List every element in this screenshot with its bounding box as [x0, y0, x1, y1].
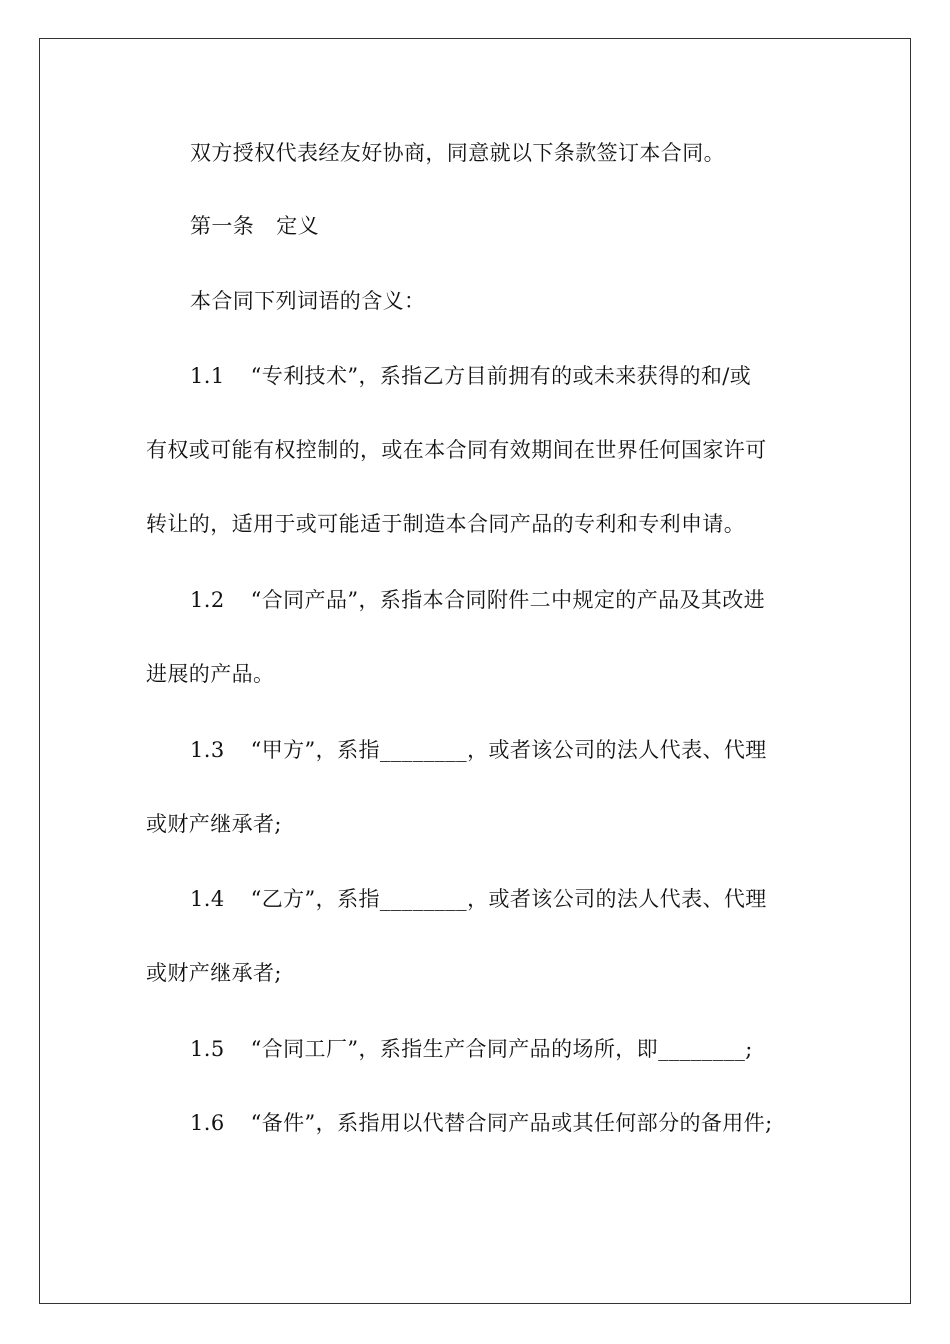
clause-text: “合同工厂”，系指生产合同产品的场所，即________; [250, 1037, 753, 1061]
clause-1-3-line-1 [190, 735, 767, 765]
clause-number: 1.4 [190, 887, 225, 911]
clause-1-3-line-2: 或财产继承者; [146, 812, 282, 836]
clause-text: “专利技术”，系指乙方目前拥有的或未来获得的和/或 [250, 364, 752, 388]
clause-1-4-line-2: 或财产继承者; [146, 961, 282, 985]
clause-number: 1.3 [190, 738, 225, 762]
clause-1-2-line-1 [190, 585, 765, 615]
clause-number: 1.2 [190, 588, 225, 612]
article-heading [190, 211, 319, 241]
intro-paragraph: 双方授权代表经友好协商，同意就以下条款签订本合同。 [190, 141, 725, 165]
clause-1-4-line-1 [190, 884, 767, 914]
clause-number: 1.1 [190, 364, 225, 388]
clause-1-1-line-2: 有权或可能有权控制的，或在本合同有效期间在世界任何国家许可 [146, 438, 767, 462]
clause-text: “备件”，系指用以代替合同产品或其任何部分的备用件; [250, 1111, 773, 1135]
clause-1-1-line-3: 转让的，适用于或可能适于制造本合同产品的专利和专利申请。 [146, 512, 746, 536]
clause-1-5-line-1 [190, 1034, 753, 1064]
clause-text: “乙方”，系指________，或者该公司的法人代表、代理 [250, 887, 767, 911]
clause-1-2-line-2: 进展的产品。 [146, 662, 275, 686]
definitions-intro: 本合同下列词语的含义： [190, 289, 426, 313]
clause-number: 1.5 [190, 1037, 225, 1061]
clause-number: 1.6 [190, 1111, 225, 1135]
article-title: 定义 [276, 214, 320, 238]
clause-1-6-line-1 [190, 1108, 773, 1138]
clause-text: “甲方”，系指________，或者该公司的法人代表、代理 [250, 738, 767, 762]
clause-text: “合同产品”，系指本合同附件二中规定的产品及其改进 [250, 588, 766, 612]
article-number: 第一条 [190, 214, 255, 238]
clause-1-1-line-1 [190, 361, 751, 391]
